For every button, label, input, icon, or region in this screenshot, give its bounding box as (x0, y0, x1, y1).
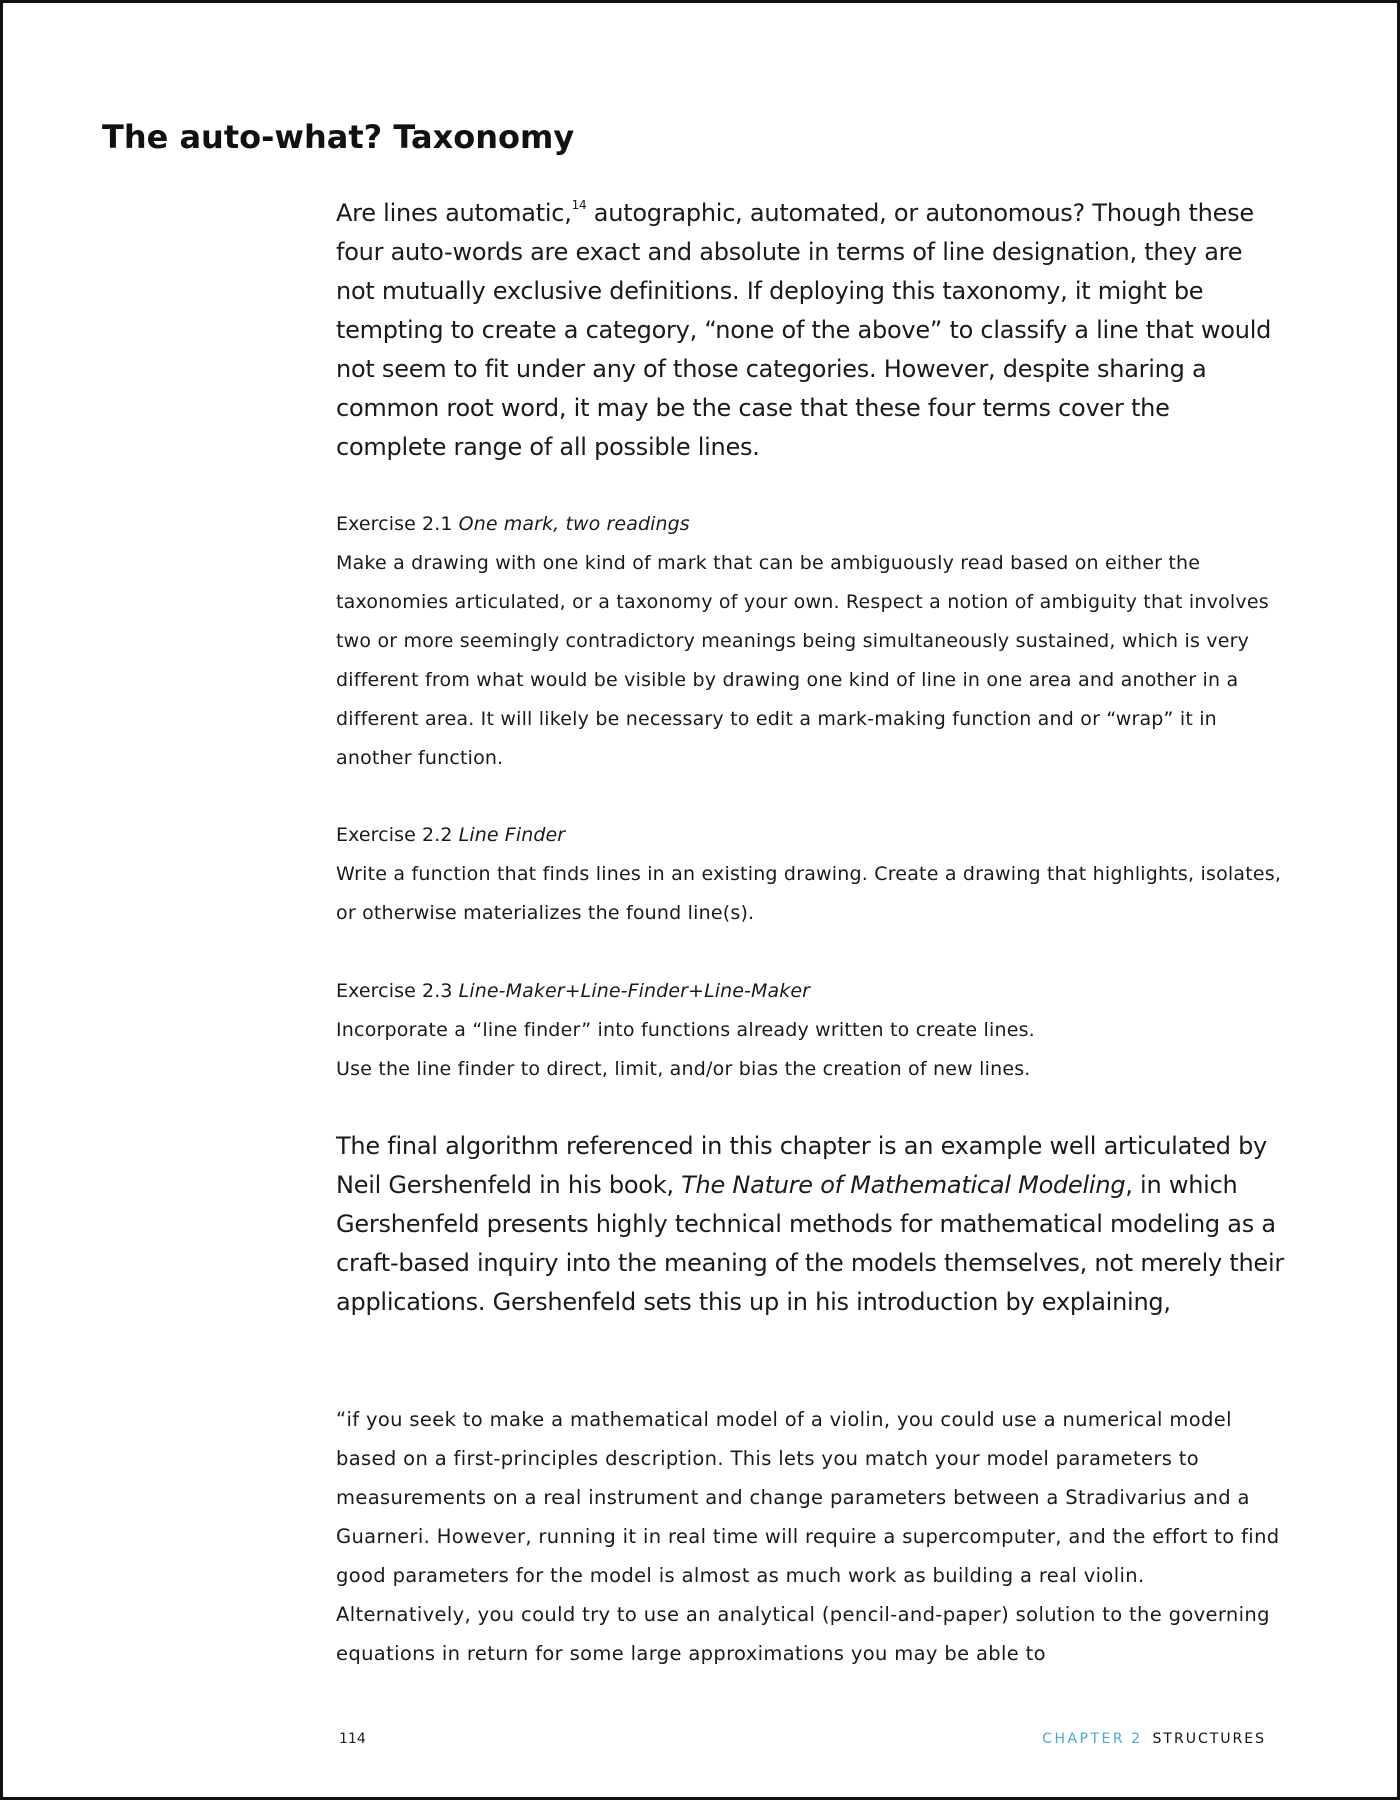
final-paragraph (336, 1127, 1284, 1322)
exercise-title (336, 972, 1284, 1011)
intro-paragraph (336, 194, 1284, 467)
book-title: The Nature of Mathematical Modeling (681, 1171, 1126, 1199)
exercise-2-1 (336, 505, 1284, 778)
final-paragraph-block (336, 1127, 1284, 1322)
exercise-name: Line Finder (458, 824, 566, 846)
chapter-title: STRUCTURES (1152, 1731, 1266, 1747)
chapter-number: 2 (1131, 1731, 1143, 1747)
exercise-label: Exercise 2.2 (336, 824, 453, 846)
final-text-rest: , in which Gershenfeld presents highly technical methods for mathematical modeling as a craft-based inquiry into the meaning of the models themselves, not merely their applications. Gershenfeld sets this up in his introduction by explaining, (336, 1171, 1284, 1316)
exercise-body: Write a function that finds lines in an existing drawing. Create a drawing that highlights, isolates, or otherwise materializes the found line(s). (336, 863, 1282, 924)
chapter-label: CHAPTER (1042, 1731, 1126, 1747)
intro-paragraph-block (336, 194, 1284, 467)
block-quote: “if you seek to make a mathematical model of a violin, you could use a numerical model based on a first-principles description. This lets you match your model parameters to measurements on a real instrument and change parameters between a Stradivarius and a Guarneri. However, running it in real time will require a supercomputer, and the effort to find good parameters for the model is almost as much work as building a real violin. Alternatively, you could try to use an analytical (pencil-and-paper) solution to the governing equations in return for some large approximations you may be able to (336, 1408, 1280, 1665)
exercise-body-line: Use the line finder to direct, limit, and/or bias the creation of new lines. (336, 1058, 1031, 1080)
exercise-label: Exercise 2.3 (336, 980, 453, 1002)
exercise-title (336, 816, 1284, 855)
exercise-body-line: Incorporate a “line finder” into functions already written to create lines. (336, 1019, 1035, 1041)
final-text-start: The final algorithm referenced in this chapter is an example well articulated by Neil Gershenfeld in his book, (336, 1132, 1268, 1199)
page-number: 114 (339, 1731, 366, 1747)
exercise-name: One mark, two readings (458, 513, 690, 535)
exercise-label: Exercise 2.1 (336, 513, 453, 535)
section-heading: The auto-what? Taxonomy (102, 118, 575, 156)
exercise-title (336, 505, 1284, 544)
intro-text-start: Are lines automatic, (336, 199, 572, 227)
running-footer (1042, 1729, 1266, 1749)
exercise-2-3 (336, 972, 1284, 1089)
exercise-2-2 (336, 816, 1284, 933)
exercise-name: Line-Maker+Line-Finder+Line-Maker (458, 980, 811, 1002)
quote-block (336, 1400, 1284, 1673)
intro-text-rest: autographic, automated, or autonomous? Though these four auto-words are exact and absolute in terms of line designation, they are not mutually exclusive definitions. If deploying this taxonomy, it might be tempting to create a category, “none of the above” to classify a line that would not seem to fit under any of those categories. However, despite sharing a common root word, it may be the case that these four terms cover the complete range of all possible lines. (336, 199, 1272, 461)
exercise-body: Make a drawing with one kind of mark that can be ambiguously read based on either the taxonomies articulated, or a taxonomy of your own. Respect a notion of ambiguity that involves two or more seemingly contradictory meanings being simultaneously sustained, which is very different from what would be visible by drawing one kind of line in one area and another in a different area. It will likely be necessary to edit a mark-making function and or “wrap” it in another function. (336, 552, 1269, 769)
footnote-marker[interactable]: 14 (571, 198, 587, 212)
